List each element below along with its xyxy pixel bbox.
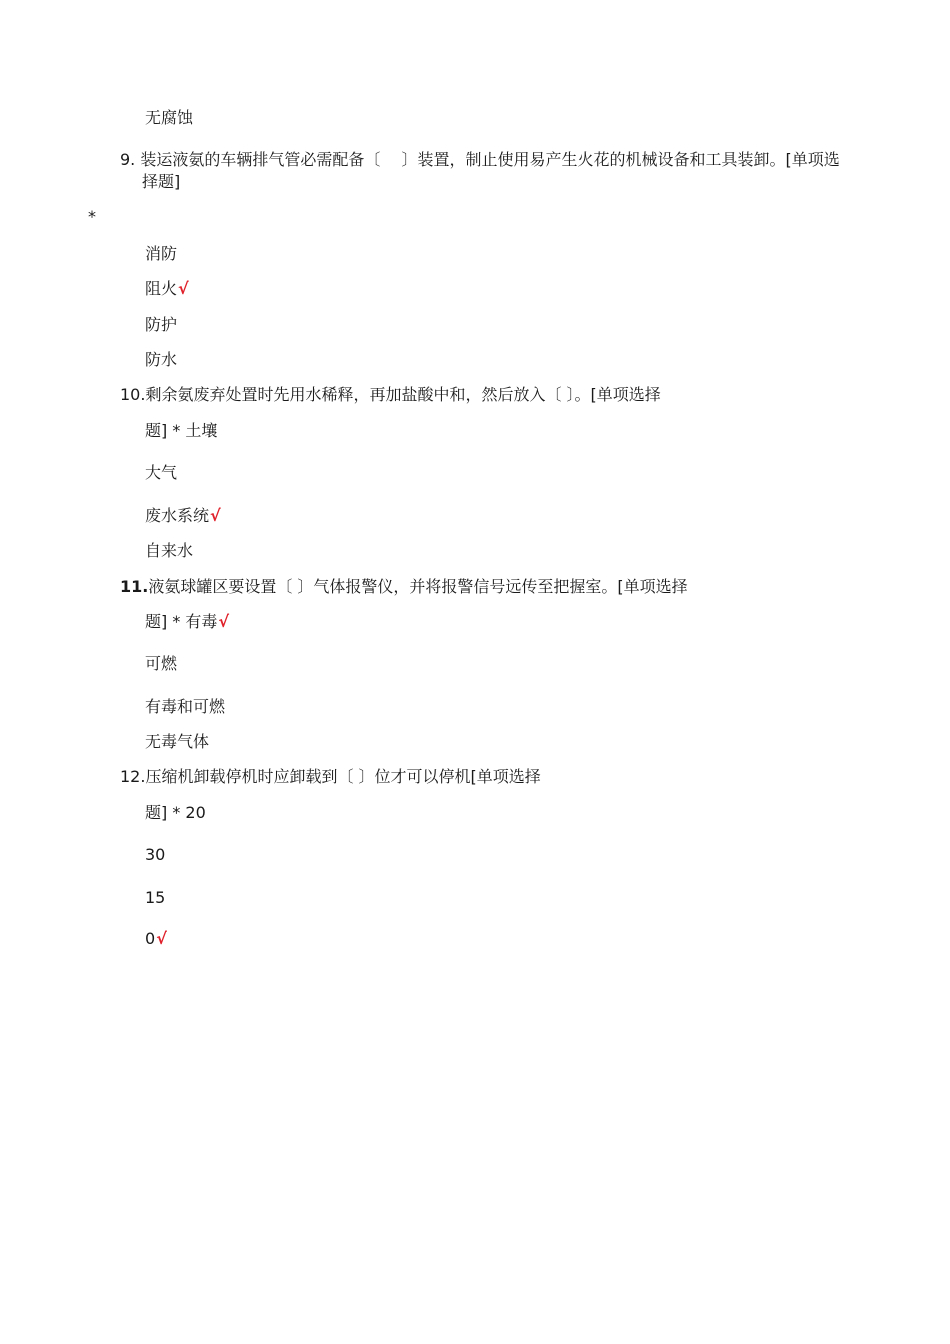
option-item[interactable] bbox=[145, 928, 167, 950]
question-text-cont: 题] * 土壤 bbox=[145, 421, 218, 440]
question-text: 剩余氨废弃处置时先用水稀释，再加盐酸中和，然后放入〔 〕。[单项选择 bbox=[145, 385, 661, 404]
option-item[interactable] bbox=[145, 349, 177, 371]
question-number: 9. bbox=[120, 150, 136, 169]
question-12-title bbox=[120, 766, 541, 788]
question-11-title bbox=[120, 576, 688, 598]
option-label: 阻火 bbox=[145, 279, 178, 298]
option-text: 无腐蚀 bbox=[145, 108, 194, 127]
question-text-cont: 择题] bbox=[142, 172, 181, 191]
option-item[interactable] bbox=[145, 696, 225, 718]
option-label: 无毒气体 bbox=[145, 732, 210, 751]
option-item[interactable] bbox=[145, 887, 165, 909]
question-number: 10. bbox=[120, 385, 146, 404]
option-item[interactable] bbox=[145, 731, 209, 753]
option-label: 30 bbox=[145, 845, 166, 864]
option-label: 15 bbox=[145, 888, 166, 907]
option-label: 消防 bbox=[145, 244, 178, 263]
question-10-title bbox=[120, 384, 661, 406]
option-item[interactable] bbox=[145, 844, 165, 866]
question-9-title bbox=[120, 149, 840, 171]
option-item[interactable] bbox=[145, 278, 189, 300]
check-mark-icon: √ bbox=[178, 279, 189, 298]
question-text: 液氨球罐区要设置〔 〕气体报警仪，并将报警信号远传至把握室。[单项选择 bbox=[148, 577, 688, 596]
check-mark-icon: √ bbox=[156, 929, 167, 948]
check-mark-icon: √ bbox=[210, 506, 221, 525]
option-item[interactable] bbox=[145, 243, 177, 265]
option-label: 自来水 bbox=[145, 541, 194, 560]
question-text-cont-label: 题] * 有毒 bbox=[145, 612, 218, 631]
question-text: 装运液氨的车辆排气管必需配备〔 〕装置，制止使用易产生火花的机械设备和工具装卸。[单项选 bbox=[140, 150, 840, 169]
option-label: 大气 bbox=[145, 463, 178, 482]
option-item[interactable] bbox=[145, 505, 221, 527]
option-label: 有毒和可燃 bbox=[145, 697, 226, 716]
option-label: 0 bbox=[145, 929, 156, 948]
option-item[interactable] bbox=[145, 462, 177, 484]
question-number: 12. bbox=[120, 767, 146, 786]
question-text-cont: 题] * 20 bbox=[145, 803, 206, 822]
required-star: * bbox=[88, 207, 96, 226]
question-text: 压缩机卸载停机时应卸载到〔 〕位才可以停机[单项选择 bbox=[145, 767, 541, 786]
option-label: 防护 bbox=[145, 315, 178, 334]
option-label: 可燃 bbox=[145, 654, 178, 673]
question-text-cont bbox=[145, 611, 229, 633]
question-number: 11. bbox=[120, 577, 149, 596]
option-item[interactable] bbox=[145, 653, 177, 675]
check-mark-icon: √ bbox=[218, 612, 230, 631]
option-label: 防水 bbox=[145, 350, 178, 369]
option-item[interactable] bbox=[145, 314, 177, 336]
option-item[interactable] bbox=[145, 540, 193, 562]
option-label: 废水系统 bbox=[145, 506, 210, 525]
